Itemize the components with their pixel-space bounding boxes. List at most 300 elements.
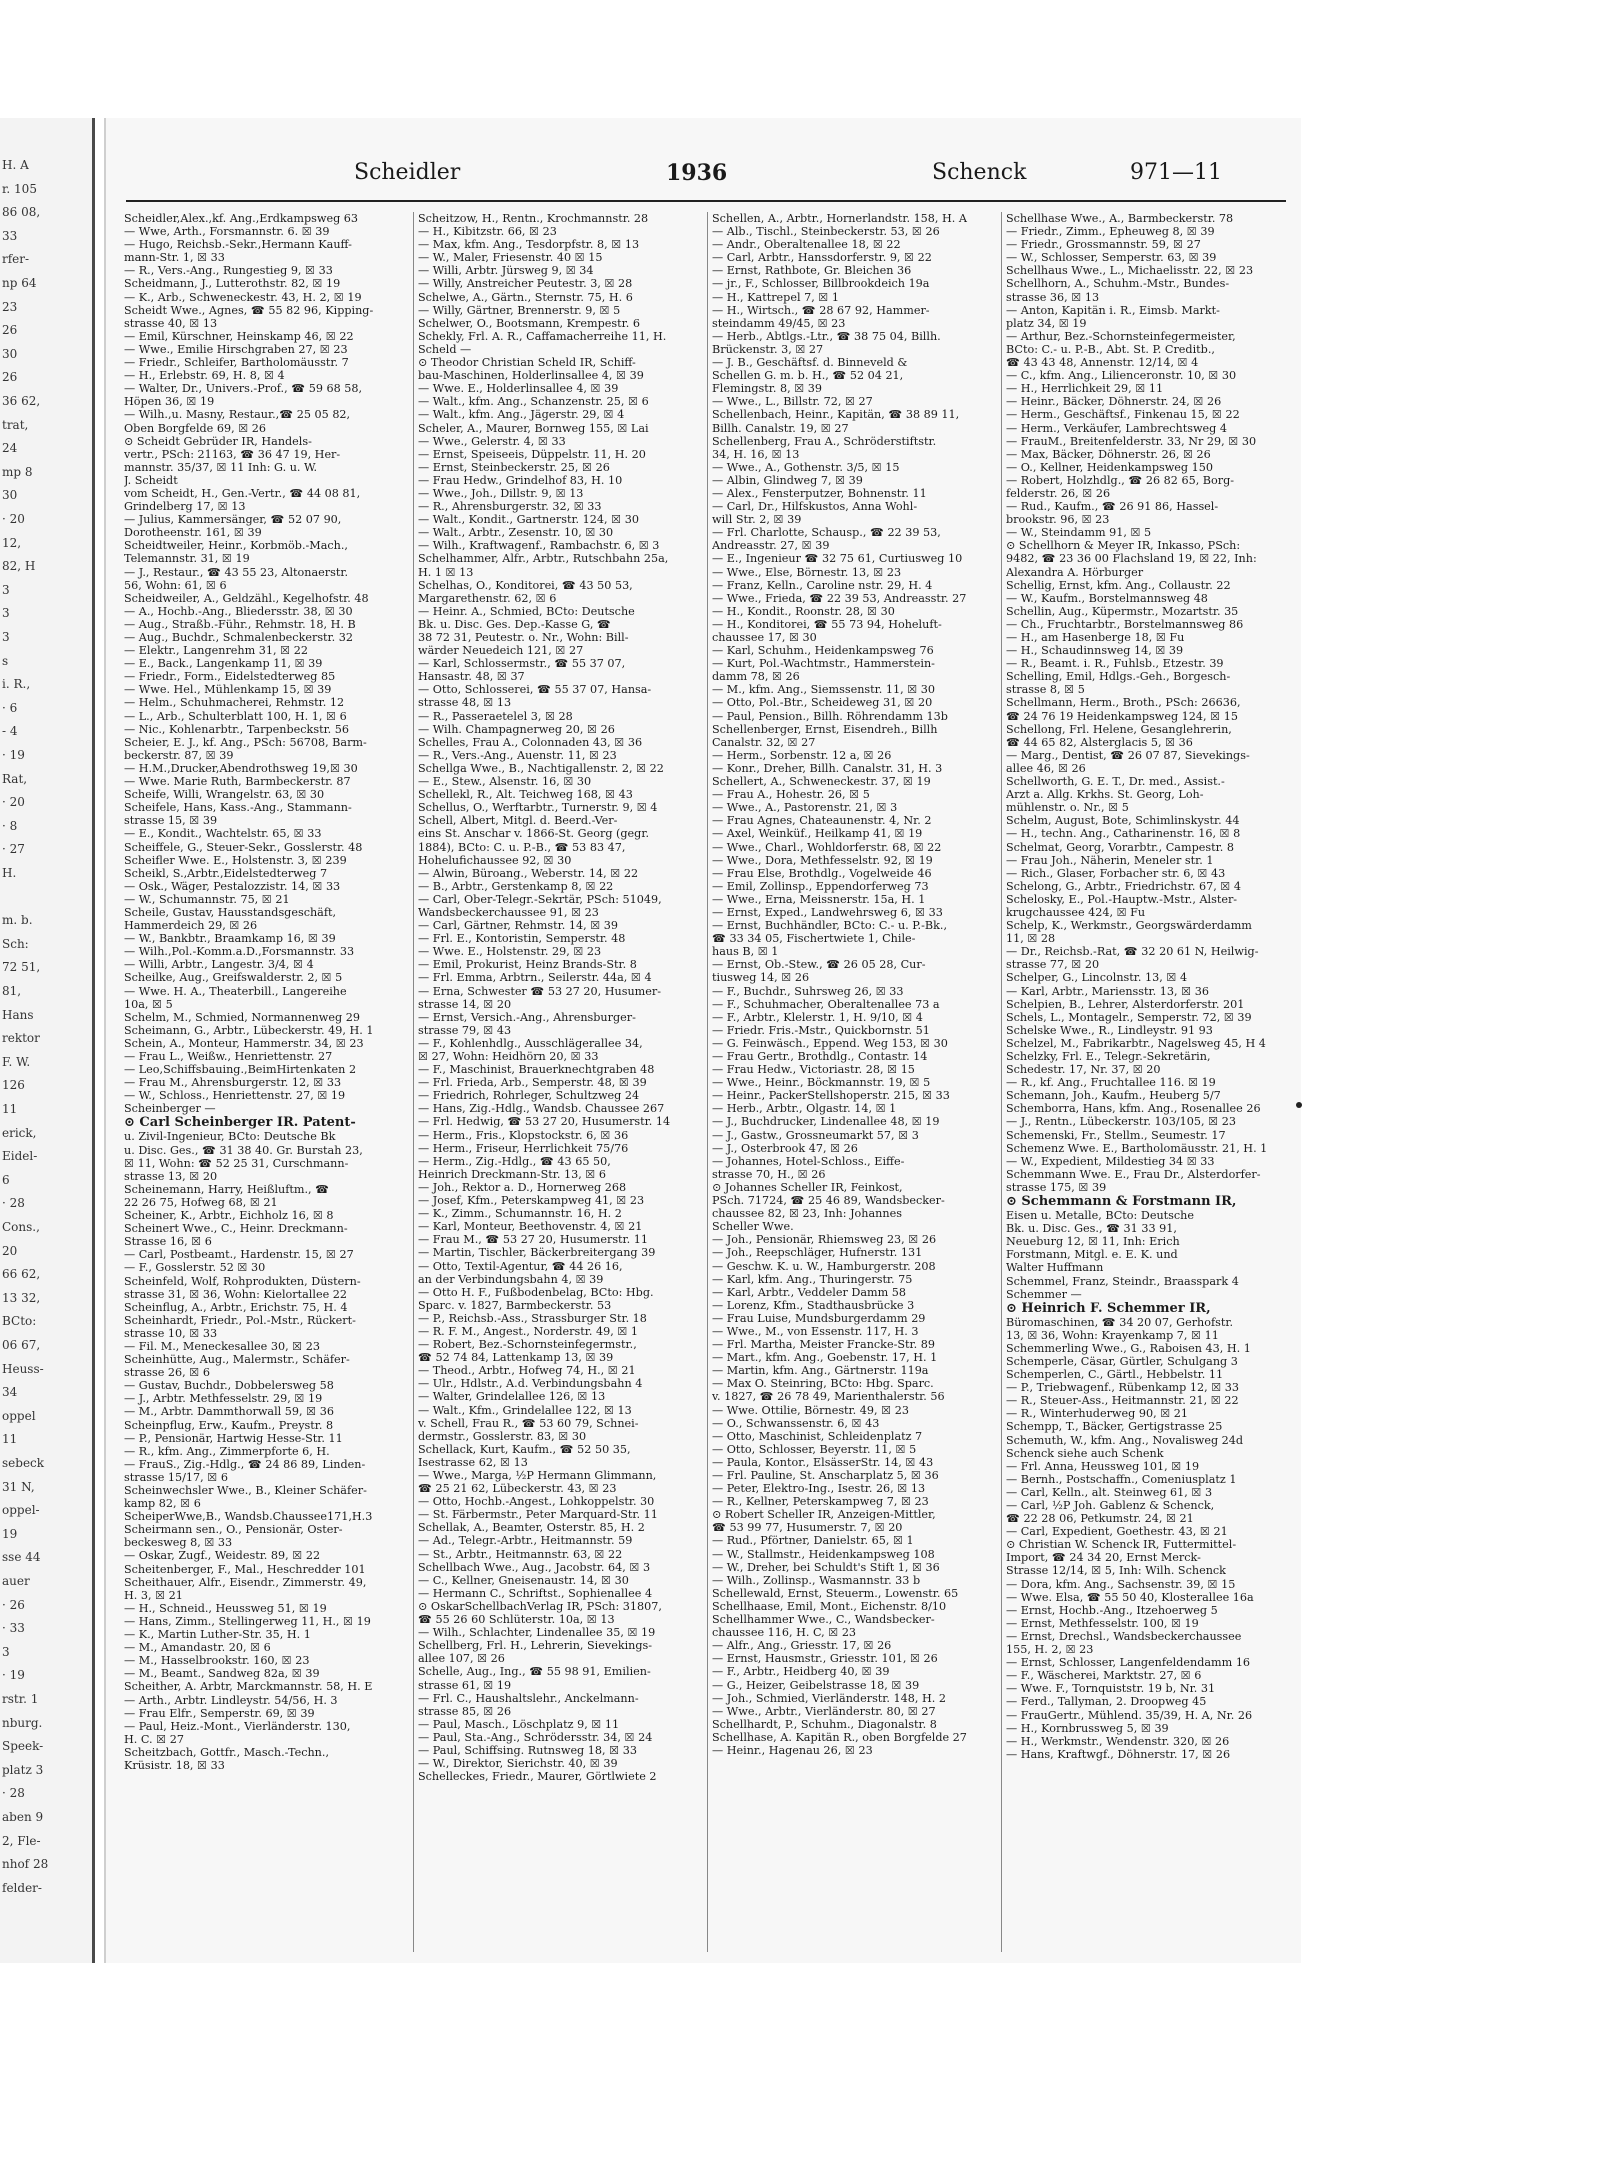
directory-entry-line: ☎ 24 76 19 Heidenkampsweg 124, ☒ 15 [1006,709,1238,723]
directory-entry-line: — Arth., Arbtr. Lindleystr. 54/56, H. 3 [124,1693,338,1707]
directory-entry-line: — F., Maschinist, Brauerknechtgraben 48 [418,1063,655,1077]
directory-entry-line: — Frau Hedw., Victoriastr. 28, ☒ 15 [712,1063,915,1077]
directory-entry-line: — Heinr., Bäcker, Döhnerstr. 24, ☒ 26 [1006,395,1222,409]
previous-page-fragment: 11 [2,1102,18,1116]
directory-entry-line: — H., Kondit., Roonstr. 28, ☒ 30 [712,604,895,618]
directory-entry-line: — Wwe., Emilie Hirschgraben 27, ☒ 23 [124,342,348,356]
directory-entry-line: — Max, kfm. Ang., Tesdorpfstr. 8, ☒ 13 [418,238,640,252]
directory-entry-line: Isestrasse 62, ☒ 13 [418,1455,528,1469]
previous-page-fragment: 3 [2,582,10,597]
previous-page-fragment: · 28 [2,1196,25,1211]
directory-entry-line: — A., Hochb.-Ang., Bliedersstr. 38, ☒ 30 [124,604,353,618]
directory-entry-line: strasse 31, ☒ 36, Wohn: Kielortallee 22 [124,1287,347,1301]
directory-entry-line: — Wwe., M., von Essenstr. 117, H. 3 [712,1324,919,1338]
directory-entry-line: Schelske Wwe., R., Lindleystr. 91 93 [1006,1023,1213,1037]
directory-entry-line: u. Disc. Ges., ☎ 31 38 40. Gr. Burstah 23, [124,1143,363,1157]
directory-entry-line: — P., Pensionär, Hartwig Hesse-Str. 11 [124,1431,343,1445]
directory-entry-line: Schelosky, E., Pol.-Hauptw.-Mstr., Alster- [1006,892,1238,906]
directory-entry-line: Schelling, Emil, Hdlgs.-Geh., Borgesch- [1006,670,1231,684]
directory-entry-line: ⊙ Christian W. Schenck IR, Futtermittel- [1006,1538,1237,1552]
previous-page-fragment: oppel [2,1408,36,1423]
directory-entry-line: — Walt., Kfm., Grindelallee 122, ☒ 13 [418,1403,632,1417]
directory-entry-line: — Frau Gertr., Brothdlg., Contastr. 14 [712,1050,928,1063]
directory-entry-line: strasse 85, ☒ 26 [418,1704,512,1718]
directory-entry-line: — Otto, Hochb.-Angest., Lohkoppelstr. 30 [418,1495,655,1509]
directory-entry-line: ☎ 33 34 05, Fischertwiete 1, Chile- [712,932,916,946]
previous-page-fragment: · 26 [2,1597,25,1612]
directory-entry-line: — Frau Hedw., Grindelhof 83, H. 10 [418,473,623,487]
directory-entry-line: — C., Kellner, Gneisenaustr. 14, ☒ 30 [418,1573,629,1587]
page-number: 971—11 [1130,160,1222,185]
directory-entry-line: Oben Borgfelde 69, ☒ 26 [124,421,267,435]
directory-entry-line: — Wwe., Joh., Dillstr. 9, ☒ 13 [418,486,584,500]
directory-entry-line: Scheilke, Aug., Greifswalderstr. 2, ☒ 5 [124,971,343,985]
directory-entry-line: — Walt., Arbtr., Zesenstr. 10, ☒ 30 [418,526,614,540]
previous-page-fragment: aben 9 [2,1810,44,1824]
directory-entry-line: — Hans, Zig.-Hdlg., Wandsb. Chaussee 267 [418,1102,665,1116]
directory-entry-line: — Ch., Fruchtarbtr., Borstelmannsweg 86 [1006,617,1244,631]
directory-entry-line: — Mart., kfm. Ang., Goebenstr. 17, H. 1 [712,1351,938,1365]
directory-entry-line: — Alb., Tischl., Steinbeckerstr. 53, ☒ 26 [712,225,940,239]
directory-entry-line: — M., Beamt., Sandweg 82a, ☒ 39 [124,1667,320,1681]
directory-entry-line: Schellhammer Wwe., C., Wandsbecker- [712,1613,935,1627]
directory-entry-line: — M., Hasselbrookstr. 160, ☒ 23 [124,1654,310,1668]
directory-entry-line: — Frau L., Weißw., Henriettenstr. 27 [124,1050,333,1063]
directory-entry-line: — Rich., Glaser, Forbacher str. 6, ☒ 43 [1006,866,1226,880]
previous-page-fragment: 31 N, [2,1479,35,1494]
previous-page-fragment: · 19 [2,748,25,762]
previous-page-fragment: i. R., [2,677,31,692]
directory-entry-line: Schellhaase, Emil, Mont., Eichenstr. 8/10 [712,1599,947,1613]
directory-entry-line: — Ernst, Hausmstr., Griesstr. 101, ☒ 26 [712,1652,938,1666]
directory-entry-line: ⊙ Carl Scheinberger IR. Patent- [124,1115,356,1131]
directory-entry-line: — Carl, Dr., Hilfskustos, Anna Wohl- [712,500,918,514]
directory-entry-line: — K., Zimm., Schumannstr. 16, H. 2 [418,1207,622,1221]
directory-entry-line: — Frl. Pauline, St. Anscharplatz 5, ☒ 36 [712,1469,939,1482]
directory-entry-line: Scheitzbach, Gottfr., Masch.-Techn., [124,1745,330,1759]
directory-entry-line: Scheinhütte, Aug., Malermstr., Schäfer- [124,1353,350,1367]
directory-entry-line: — Frl. C., Haushaltslehr., Anckelmann- [418,1691,639,1705]
directory-entry-line: Schemborra, Hans, kfm. Ang., Rosenallee 26 [1006,1102,1261,1116]
directory-entry-line: — Frau M., Ahrensburgerstr. 12, ☒ 33 [124,1076,342,1090]
previous-page-fragment: 20 [2,1243,18,1258]
directory-entry-line: — Wwe. H. A., Theaterbill., Langereihe [124,984,347,998]
directory-entry-line: ⊙ Heinrich F. Schemmer IR, [1006,1300,1211,1316]
previous-page-fragment: Eidel- [2,1149,38,1164]
directory-entry-line: Schelhas, O., Konditorei, ☎ 43 50 53, [418,578,633,592]
directory-entry-line: — R., kf. Ang., Fruchtallee 116. ☒ 19 [1006,1076,1216,1090]
directory-entry-line: — Paul, Heiz.-Mont., Vierländerstr. 130, [124,1719,351,1733]
directory-entry-line: — Martin, Tischler, Bäckerbreitergang 39 [418,1246,656,1260]
directory-entry-line: 13, ☒ 36, Wohn: Krayenkamp 7, ☒ 11 [1006,1328,1219,1342]
directory-entry-line: Scheinhardt, Friedr., Pol.-Mstr., Rückert- [124,1313,356,1327]
directory-entry-line: Scheller Wwe. [712,1220,794,1234]
directory-entry-line: strasse 70, H., ☒ 26 [712,1167,826,1181]
directory-entry-line: felderstr. 26, ☒ 26 [1006,486,1111,500]
directory-entry-line: — Ernst, Drechsl., Wandsbeckerchaussee [1006,1629,1242,1643]
directory-entry-line: krugchaussee 424, ☒ Fu [1006,905,1146,919]
directory-entry-line: mann-Str. 1, ☒ 33 [124,251,225,265]
directory-entry-line: — Max O. Steinring, BCto: Hbg. Sparc. [712,1377,934,1391]
previous-page-fragment: 81, [2,984,22,998]
directory-entry-line: — Friedrich, Rohrleger, Schultzweg 24 [418,1089,640,1103]
directory-entry-line: — Otto, Textil-Agentur, ☎ 44 26 16, [418,1259,623,1273]
directory-entry-line: 56, Wohn: 61, ☒ 6 [124,578,227,592]
directory-entry-line: 1884), BCto: C. u. P.-B., ☎ 53 83 47, [418,840,626,854]
directory-entry-line: — Johannes, Hotel-Schloss., Eiffe- [712,1154,905,1168]
directory-entry-line: — H., techn. Ang., Catharinenstr. 16, ☒ 8 [1006,827,1241,841]
directory-entry-line: — H., Konditorei, ☎ 55 73 94, Hoheluft- [712,617,942,631]
directory-entry-line: — Aug., Straßb.-Führ., Rehmstr. 18, H. B [124,617,356,631]
directory-entry-line: strasse 40, ☒ 13 [124,316,218,330]
directory-entry-line: Scheinpflug, Erw., Kaufm., Preystr. 8 [124,1418,334,1432]
directory-entry-line: — Wwe., Charl., Wohldorferstr. 68, ☒ 22 [712,840,942,854]
directory-entry-line: — J., Arbtr. Methfesselstr. 29, ☒ 19 [124,1392,323,1406]
directory-entry-line: ⊙ Johannes Scheller IR, Feinkost, [712,1180,903,1194]
directory-entry-line: — Martin, kfm. Ang., Gärtnerstr. 119a [712,1364,929,1378]
directory-entry-line: PSch. 71724, ☎ 25 46 89, Wandsbecker- [712,1194,945,1208]
directory-entry-line: — M., Amandastr. 20, ☒ 6 [124,1641,271,1655]
directory-entry-line: — R., Winterhuderweg 90, ☒ 21 [1006,1407,1189,1421]
directory-entry-line: — L., Arb., Schulterblatt 100, H. 1, ☒ 6 [124,709,347,723]
previous-page-fragment: Speek- [2,1739,44,1754]
directory-entry-line: — Ernst, Exped., Landwehrsweg 6, ☒ 33 [712,905,943,919]
previous-page-fragment: rektor [2,1031,40,1046]
directory-entry-line: — Walt., Kondit., Gartnerstr. 124, ☒ 30 [418,513,639,527]
previous-page-fragment: · 20 [2,512,25,526]
directory-entry-line: — B., Arbtr., Gerstenkamp 8, ☒ 22 [418,879,614,893]
previous-page-fragment: H. A [2,158,29,172]
directory-entry-line: — F., Schuhmacher, Oberaltenallee 73 a [712,997,940,1011]
directory-entry-line: Schellig, Ernst, kfm. Ang., Collaustr. 22 [1006,578,1231,592]
directory-entry-line: will Str. 2, ☒ 39 [712,513,802,527]
directory-entry-line: ⊙ Schellhorn & Meyer IR, Inkasso, PSch: [1006,539,1241,553]
directory-entry-line: — Frau Agnes, Chateaunenstr. 4, Nr. 2 [712,814,932,828]
directory-entry-line: Scheidmann, J., Lutterothstr. 82, ☒ 19 [124,277,341,291]
directory-entry-line: ☒ 11, Wohn: ☎ 52 25 31, Curschmann- [124,1156,349,1170]
directory-entry-line: Heinrich Dreckmann-Str. 13, ☒ 6 [418,1167,607,1181]
directory-entry-line: strasse 13, ☒ 20 [124,1169,218,1183]
directory-entry-line: Schelleckes, Friedr., Maurer, Görtlwiete 2 [418,1770,657,1784]
directory-entry-line: Andreasstr. 27, ☒ 39 [712,539,830,553]
directory-entry-line: — Paula, Kontor., ElsässerStr. 14, ☒ 43 [712,1455,934,1469]
directory-entry-line: beckerstr. 87, ☒ 39 [124,748,234,762]
directory-entry-line: — W., Schumannstr. 75, ☒ 21 [124,892,290,906]
directory-entry-line: — Wwe., A., Pastorenstr. 21, ☒ 3 [712,801,898,815]
directory-entry-line: — J., Rentn., Lübeckerstr. 103/105, ☒ 23 [1006,1115,1236,1129]
directory-entry-line: brookstr. 96, ☒ 23 [1006,513,1110,527]
directory-entry-line: — Osk., Wäger, Pestalozzistr. 14, ☒ 33 [124,879,341,893]
previous-page-fragment: · 6 [2,700,18,715]
previous-page-fragment: s [2,653,9,668]
directory-entry-line: — Karl, Monteur, Beethovenstr. 4, ☒ 21 [418,1220,643,1234]
directory-entry-line: Scheither, A. Arbtr, Marckmannstr. 58, H. E [124,1680,373,1694]
directory-entry-line: — Dr., Reichsb.-Rat, ☎ 32 20 61 N, Heilwig- [1006,945,1259,959]
directory-entry-line: — Carl, Ober-Telegr.-Sekrtär, PSch: 51049, [418,892,662,906]
previous-page-fragment: Sch: [2,936,29,951]
directory-entry-line: — F., Buchdr., Suhrsweg 26, ☒ 33 [712,984,904,998]
directory-entry-line: — R. F. M., Angest., Norderstr. 49, ☒ 1 [418,1324,639,1338]
directory-entry-line: — Frau Luise, Mundsburgerdamm 29 [712,1311,926,1325]
directory-entry-line: Scheier, E. J., kf. Ang., PSch: 56708, Barm- [124,735,367,749]
directory-entry-line: — Wwe., Frieda, ☎ 22 39 53, Andreasstr. 27 [712,591,967,605]
directory-entry-line: — R., Passeraetelel 3, ☒ 28 [418,709,573,723]
directory-entry-line: Schellekl, R., Alt. Teichweg 168, ☒ 43 [418,788,633,802]
directory-entry-line: — Herm., Geschäftsf., Finkenau 15, ☒ 22 [1006,408,1240,422]
directory-entry-line: — Julius, Kammersänger, ☎ 52 07 90, [124,513,342,527]
header-right-guideword: Schenck [932,160,1027,185]
directory-entry-line: Schemperle, Cäsar, Gürtler, Schulgang 3 [1006,1354,1238,1368]
directory-entry-line: Schelwer, O., Bootsmann, Krempestr. 6 [418,316,640,330]
previous-page-fragment: auer [2,1574,30,1588]
previous-page-fragment: np 64 [2,276,37,290]
directory-entry-line: — Willi, Arbtr. Jürsweg 9, ☒ 34 [418,264,594,278]
directory-entry-line: ⊙ OskarSchellbachVerlag IR, PSch: 31807, [418,1599,662,1613]
directory-entry-line: Schelpien, B., Lehrer, Alsterdorferstr. 201 [1006,997,1245,1011]
directory-entry-line: ⊙ Robert Scheller IR, Anzeigen-Mittler, [712,1508,936,1522]
directory-entry-line: — Erna, Schwester ☎ 53 27 20, Husumer- [418,984,662,998]
directory-entry-line: — Frl. Charlotte, Schausp., ☎ 22 39 53, [712,526,941,540]
directory-entry-line: — Joh., Reepschläger, Hufnerstr. 131 [712,1246,923,1260]
directory-entry-line: — Paul, Pension., Billh. Röhrendamm 13b [712,709,948,723]
directory-entry-line: — Frl. Hedwig, ☎ 53 27 20, Husumerstr. 14 [418,1115,671,1129]
previous-page-fragment: 30 [2,346,18,361]
previous-page-fragment: Cons., [2,1220,40,1234]
directory-page [104,118,1301,1963]
directory-entry-line: — Wwe. Elsa, ☎ 55 50 40, Klosterallee 16a [1006,1590,1254,1604]
directory-entry-line: — Friedr., Form., Eidelstedterweg 85 [124,670,336,684]
directory-entry-line: Scheile, Gustav, Hausstandsgeschäft, [124,905,337,919]
directory-entry-line: Schellhaus Wwe., L., Michaelisstr. 22, ☒ 23 [1006,264,1254,278]
directory-entry-line: — Ad., Telegr.-Arbtr., Heitmannstr. 59 [418,1534,633,1548]
directory-entry-line: — R., Ahrensburgerstr. 32, ☒ 33 [418,500,602,514]
directory-entry-line: Scheife, Willi, Wrangelstr. 63, ☒ 30 [124,788,325,802]
directory-entry-line: — Rud., Pförtner, Danielstr. 65, ☒ 1 [712,1534,914,1548]
directory-entry-line: Schemenski, Fr., Stellm., Seumestr. 17 [1006,1128,1226,1142]
directory-entry-line: — Hans, Kraftwgf., Döhnerstr. 17, ☒ 26 [1006,1747,1231,1761]
directory-entry-line: — Herb., Arbtr., Olgastr. 14, ☒ 1 [712,1102,897,1116]
directory-entry-line: strasse 48, ☒ 13 [418,696,512,710]
directory-entry-line: — Helm., Schuhmacherei, Rehmstr. 12 [124,696,345,710]
directory-entry-line: — Ernst, Speiseeis, Düppelstr. 11, H. 20 [418,447,646,461]
directory-entry-line: J. Scheidt [124,473,178,487]
previous-page-fragment: · 20 [2,795,25,810]
directory-entry-line: Strasse 12/14, ☒ 5, Inh: Wilh. Schenck [1006,1564,1226,1578]
directory-entry-line: — O., Kellner, Heidenkampsweg 150 [1006,460,1213,474]
directory-entry-line: strasse 26, ☒ 6 [124,1366,210,1380]
directory-entry-line: — H., Kattrepel 7, ☒ 1 [712,290,840,304]
directory-entry-line: — Carl, Arbtr., Hanssdorferstr. 9, ☒ 22 [712,251,932,265]
directory-entry-line: ☎ 53 99 77, Husumerstr. 7, ☒ 20 [712,1521,903,1535]
previous-page-fragment: · 28 [2,1786,25,1801]
directory-entry-line: kamp 82, ☒ 6 [124,1497,201,1511]
directory-entry-line: strasse 10, ☒ 33 [124,1326,218,1340]
directory-entry-line: Scheiffele, G., Steuer-Sekr., Gosslerstr. 48 [124,840,363,854]
directory-entry-line: — Otto, Pol.-Btr., Scheideweg 31, ☒ 20 [712,696,933,710]
directory-entry-line: — Lorenz, Kfm., Stadthausbrücke 3 [712,1298,915,1312]
directory-entry-line: — Wwe., Marga, ½P Hermann Glimmann, [418,1469,657,1482]
previous-page-fragment: sse 44 [2,1550,41,1565]
directory-entry-line: strasse 175, ☒ 39 [1006,1180,1107,1194]
directory-entry-line: — J., Gastw., Grossneumarkt 57, ☒ 3 [712,1128,919,1142]
directory-entry-line: — W., Schloss., Henriettenstr. 27, ☒ 19 [124,1089,346,1103]
directory-entry-line: platz 34, ☒ 19 [1006,316,1087,330]
directory-entry-line: Dorotheenstr. 161, ☒ 39 [124,526,262,540]
directory-entry-line: — Hans, Zimm., Stellingerweg 11, H., ☒ 19 [124,1614,371,1628]
directory-entry-line: mühlenstr. o. Nr., ☒ 5 [1006,801,1129,815]
previous-page-fragment: 2, Fle- [2,1833,41,1848]
directory-entry-line: eins St. Anschar v. 1866-St. Georg (gegr. [418,827,650,841]
directory-entry-line: — Otto, Maschinist, Schleidenplatz 7 [712,1429,923,1443]
directory-entry-line: — Josef, Kfm., Peterskampweg 41, ☒ 23 [418,1194,645,1208]
directory-entry-line: vom Scheidt, H., Gen.-Vertr., ☎ 44 08 81, [124,486,361,500]
directory-entry-line: Scheidt Wwe., Agnes, ☎ 55 82 96, Kipping- [124,303,374,317]
directory-entry-line: Scheinwechsler Wwe., B., Kleiner Schäfer- [124,1484,367,1497]
directory-entry-line: Schemmann Wwe. E., Frau Dr., Alsterdorfer- [1006,1167,1261,1181]
previous-page-fragment: sebeck [2,1456,45,1470]
previous-page-fragment: nburg. [2,1715,43,1730]
directory-entry-line: — O., Schwanssenstr. 6, ☒ 43 [712,1416,880,1430]
directory-entry-line: — Nic., Kohlenarbtr., Tarpenbeckstr. 56 [124,722,350,736]
directory-entry-line: — Emil, Prokurist, Heinz Brands-Str. 8 [418,958,637,972]
directory-entry-line: — Ernst, Buchhändler, BCto: C.- u. P.-Bk., [712,919,948,933]
directory-entry-line: Walter Huffmann [1006,1261,1104,1275]
directory-entry-line: 155, H. 2, ☒ 23 [1006,1643,1094,1657]
directory-entry-line: — Ernst, Schlosser, Langenfeldendamm 16 [1006,1656,1251,1670]
directory-entry-line: Schelwe, A., Gärtn., Sternstr. 75, H. 6 [418,290,633,304]
directory-entry-line: Schellmann, Herm., Broth., PSch: 26636, [1006,696,1241,710]
page-header [106,118,1301,198]
directory-entry-line: — Otto, Schlosserei, ☎ 55 37 07, Hansa- [418,683,652,697]
previous-page-fragment: 72 51, [2,960,41,975]
previous-page-fragment: 3 [2,1644,10,1659]
directory-entry-line: — Heinr. A., Schmied, BCto: Deutsche [418,604,635,618]
directory-entry-line: Schelmat, Georg, Vorarbtr., Campestr. 8 [1006,840,1234,854]
directory-entry-line: Schemann, Joh., Kaufm., Heuberg 5/7 [1006,1089,1221,1103]
previous-page-fragment: m. b. [2,913,33,928]
directory-entry-line: — M., kfm. Ang., Siemssenstr. 11, ☒ 30 [712,683,936,697]
directory-entry-line: — Carl, Postbeamt., Hardenstr. 15, ☒ 27 [124,1248,354,1262]
directory-entry-line: — C., kfm. Ang., Lilienceronstr. 10, ☒ 30 [1006,369,1237,383]
directory-entry-line: — Arthur, Bez.-Schornsteinfegermeister, [1006,329,1236,343]
directory-entry-line: Schellen G. m. b. H., ☎ 52 04 21, [712,369,904,383]
directory-entry-line: — Friedr., Grossmannstr. 59, ☒ 27 [1006,238,1201,252]
directory-entry-line: allee 107, ☒ 26 [418,1652,505,1666]
directory-entry-line: — J. B., Geschäftsf. d. Binneveld & [712,356,908,370]
previous-page-fragment: · 8 [2,818,18,833]
directory-entry-line: — R., Vers.-Ang., Rungestieg 9, ☒ 33 [124,264,333,278]
directory-entry-line: — Peter, Elektro-Ing., Isestr. 26, ☒ 13 [712,1482,926,1496]
directory-entry-line: ☎ 43 43 48, Annenstr. 12/14, ☒ 4 [1006,356,1199,370]
directory-entry-line: 22 26 75, Hofweg 68, ☒ 21 [124,1195,278,1209]
directory-entry-line: Scheifele, Hans, Kass.-Ang., Stammann- [124,801,352,815]
directory-entry-line: — Carl, Expedient, Goethestr. 43, ☒ 21 [1006,1525,1228,1539]
directory-entry-line: — Otto, Schlosser, Beyerstr. 11, ☒ 5 [712,1442,917,1456]
directory-entry-line: — Wilh., Kraftwagenf., Rambachstr. 6, ☒ 3 [418,539,660,553]
directory-entry-line: Alexandra A. Hörburger [1006,565,1144,579]
previous-page-fragment: 34 [2,1385,18,1400]
directory-entry-line: — M., Arbtr. Dammthorwall 59, ☒ 36 [124,1405,334,1419]
directory-entry-line: — Hermann C., Schriftst., Sophienallee 4 [418,1586,653,1600]
directory-entry-line: — Elektr., Langenrehm 31, ☒ 22 [124,644,308,658]
directory-entry-line: Scheinfeld, Wolf, Rohprodukten, Düstern- [124,1274,361,1288]
directory-entry-line: — R., Vers.-Ang., Auenstr. 11, ☒ 23 [418,748,617,762]
directory-entry-line: — FrauS., Zig.-Hdlg., ☎ 24 86 89, Linden- [124,1457,366,1471]
directory-entry-line: — Axel, Weinküf., Heilkamp 41, ☒ 19 [712,827,923,841]
previous-page-fragment: rfer- [2,252,30,267]
directory-entry-line: Scheld — [418,342,472,356]
directory-entry-line: Schelzky, Frl. E., Telegr.-Sekretärin, [1006,1050,1211,1063]
directory-entry-line: — Karl, Arbtr., Mariensstr. 13, ☒ 36 [1006,984,1209,998]
directory-entry-line: dermstr., Gosslerstr. 83, ☒ 30 [418,1429,587,1443]
directory-entry-line: — Karl, Arbtr., Veddeler Damm 58 [712,1285,907,1299]
directory-entry-line: — Ernst, Ob.-Stew., ☎ 26 05 28, Cur- [712,958,926,972]
directory-entry-line: Scheinemann, Harry, Heißluftm., ☎ [124,1182,330,1196]
directory-entry-line: Schempp, T., Bäcker, Gertigstrasse 25 [1006,1420,1223,1434]
directory-entry-line: vertr., PSch: 21163, ☎ 36 47 19, Her- [124,447,341,461]
directory-entry-line: 10a, ☒ 5 [124,997,173,1011]
previous-page-fragment: 33 [2,228,18,243]
directory-entry-line: Canalstr. 32, ☒ 27 [712,735,816,749]
previous-page-fragment: 24 [2,441,18,456]
directory-entry-line: — Walter, Grindelallee 126, ☒ 13 [418,1390,606,1404]
previous-page-fragment: 82, H [2,559,36,574]
directory-entry-line: — Wwe., Heinr., Böckmannstr. 19, ☒ 5 [712,1076,931,1090]
directory-entry-line: — Albin, Glindweg 7, ☒ 39 [712,473,863,487]
directory-entry-line: — Friedr., Schleifer, Bartholomäusstr. 7 [124,356,349,370]
directory-entry-line: Schelhammer, Alfr., Arbtr., Rutschbahn 25a, [418,552,669,566]
directory-entry-line: — FrauM., Breitenfelderstr. 33, Nr 29, ☒ 30 [1006,434,1257,448]
directory-entry-line: — Bernh., Postschaffn., Comeniusplatz 1 [1006,1472,1237,1486]
directory-entry-line: an der Verbindungsbahn 4, ☒ 39 [418,1272,604,1286]
directory-entry-line: Schellbach Wwe., Aug., Jacobstr. 64, ☒ 3 [418,1560,651,1574]
directory-entry-line: — Rud., Kaufm., ☎ 26 91 86, Hassel- [1006,500,1219,514]
directory-entry-line: — H., Kibitzstr. 66, ☒ 23 [418,225,557,239]
directory-entry-line: — Karl, Schlossermstr., ☎ 55 37 07, [418,657,626,671]
directory-entry-line: — H., Herrlichkeit 29, ☒ 11 [1006,382,1164,396]
directory-column-4 [1006,212,1295,1952]
directory-entry-line: Schellenbach, Heinr., Kapitän, ☎ 38 89 11, [712,408,960,422]
directory-entry-line: — Gustav, Buchdr., Dobbelersweg 58 [124,1379,334,1393]
directory-entry-line: — Herm., Fris., Klopstockstr. 6, ☒ 36 [418,1128,629,1142]
previous-page-fragment: 86 08, [2,205,41,220]
directory-entry-line: — Wwe. Hel., Mühlenkamp 15, ☒ 39 [124,683,332,697]
previous-page-fragment: BCto: [2,1314,37,1329]
directory-entry-line: v. 1827, ☎ 26 78 49, Marienthalerstr. 56 [712,1390,945,1404]
directory-entry-line: Schelle, Aug., Ing., ☎ 55 98 91, Emilien- [418,1665,651,1679]
directory-entry-line: Hansastr. 48, ☒ 37 [418,670,525,684]
previous-page-fragment: · 27 [2,842,25,857]
directory-entry-line: Schellhardt, P., Schuhm., Diagonalstr. 8 [712,1717,937,1731]
directory-entry-line: — Frl. E., Kontoristin, Semperstr. 48 [418,932,626,946]
directory-entry-line: ☎ 55 26 60 Schlüterstr. 10a, ☒ 13 [418,1613,615,1627]
directory-entry-line: — F., Gosslerstr. 52 ☒ 30 [124,1261,266,1275]
previous-page-fragment: · 19 [2,1668,25,1683]
directory-entry-line: Schenck siehe auch Schenk [1006,1446,1164,1460]
directory-entry-line: Brückenstr. 3, ☒ 27 [712,342,824,356]
previous-page-fragment: 126 [2,1078,25,1093]
directory-entry-line: Höpen 36, ☒ 19 [124,395,215,409]
directory-entry-line: Scheifler Wwe. E., Holstenstr. 3, ☒ 239 [124,853,347,867]
directory-entry-line: Büromaschinen, ☎ 34 20 07, Gerhofstr. [1006,1315,1234,1329]
directory-entry-line: Telemannstr. 31, ☒ 19 [124,552,250,566]
directory-entry-line: Scheithauer, Alfr., Eisendr., Zimmerstr. 49, [124,1575,367,1589]
directory-entry-line: — F., Kohlenhdlg., Ausschlägerallee 34, [418,1036,643,1050]
directory-entry-line: Bk. u. Disc. Ges., ☎ 31 33 91, [1006,1222,1177,1236]
directory-entry-line: ☎ 44 65 82, Alsterglacis 5, ☒ 36 [1006,735,1193,749]
directory-entry-line: — F., Wäscherei, Marktstr. 27, ☒ 6 [1006,1669,1202,1683]
previous-page-fragment: nhof 28 [2,1857,49,1872]
